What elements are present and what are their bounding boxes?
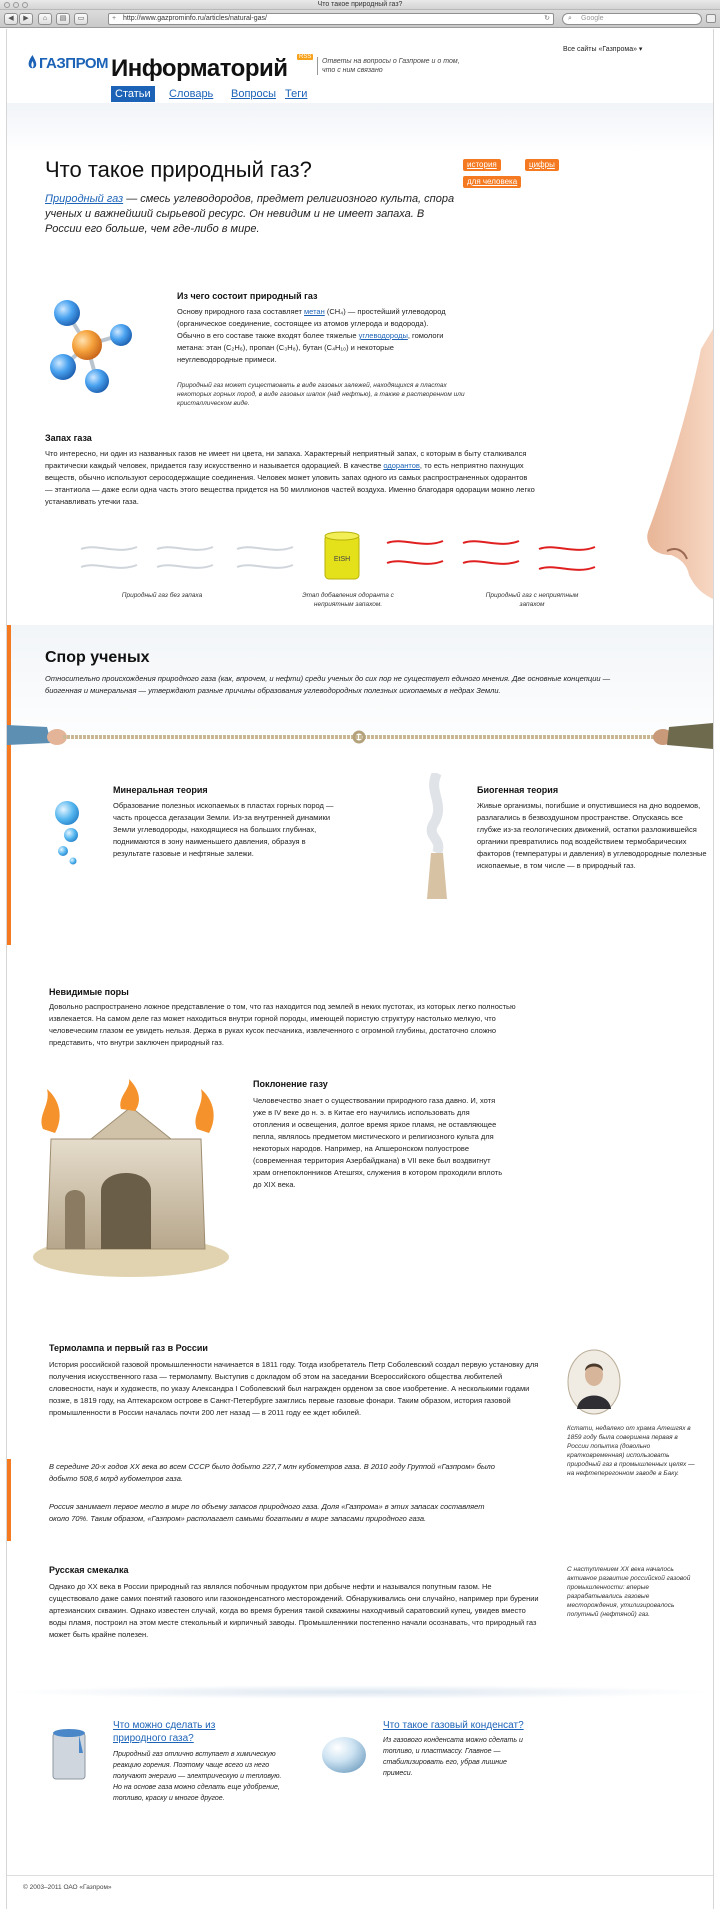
pores-heading: Невидимые поры <box>49 987 129 997</box>
gas-flow-line <box>157 565 213 568</box>
mineral-theory-heading: Минеральная теория <box>113 785 208 795</box>
methane-link[interactable]: метан <box>304 307 325 316</box>
odorants-link[interactable]: одорантов <box>383 461 420 470</box>
lead-text: — смесь углеводородов, предмет религиозного культа, спора ученых и важнейший сырьевой ресурс. Он невидим и не имеет запаха. В России его больше, чем где-либо в мире. <box>45 193 455 235</box>
nav-questions[interactable]: Вопросы <box>231 88 277 100</box>
book-icon: ▤ <box>59 15 67 22</box>
fact-production: В середине 20-х годов XX века во всем СССР было добыто 227,7 млн кубометров газа. В 2010 году Группой «Газпром» было добыто 508,6 млрд кубометров газа. <box>49 1462 495 1483</box>
nav-dictionary[interactable]: Словарь <box>169 88 214 100</box>
left-sleeve <box>7 725 51 745</box>
bookmarks-button[interactable] <box>56 13 70 25</box>
smell-text <box>45 448 535 508</box>
gas-flow-line <box>81 565 137 568</box>
paint-can-illustration <box>49 1723 89 1783</box>
caption-odorless: Природный газ без запаха <box>121 592 203 599</box>
pores-text: Довольно распространено ложное представление о том, что газ находится под землей в неких пустотах, из которых легко полностью извлекается. На самом деле газ может находиться внутри горной породы, имеющей пористую структуру настолько мелкую, что человеческим глазом ее увидеть нельзя. Держа в руках кусок песчаника, извлеченного с огромной глубины, достаточно сложно представить, что внутри заключен природный газ. <box>49 1002 516 1047</box>
fact-reserves: Россия занимает первое место в мире по объему запасов природного газа. Доля «Газпрома» в этих запасах составляет около 70%. Таким образом, «Газпром» располагает самыми богатыми в мире запасами природного газа. <box>49 1502 485 1523</box>
odorized-flow-line <box>463 561 519 564</box>
caption-odorized: Природный газ с неприятным запахом <box>485 592 579 608</box>
zoom-window-icon[interactable] <box>22 2 28 8</box>
article-lead <box>45 192 457 237</box>
industry-side-note: С наступлением XX века началось активное развитие российской газовой промышленности: вперые разрабатывались газовые месторождения, утилизировалось попутный (нефтяной) газ. <box>567 1566 691 1618</box>
flame-icon <box>27 55 38 70</box>
composition-note: Природный газ может существовать в виде газовых залежей, находящихся в пластах некоторых горных пород, в виде газовых шапок (над нефтью), а также в растворенном или кристаллическом виде. <box>177 382 465 407</box>
page-icon: ▭ <box>77 15 85 22</box>
composition-text-2: (CH₄) — простейший углеводород (органическое соединение, состоящее из атомов углерода и водорода). Обычно в его составе также входят более тяжелые <box>177 307 446 340</box>
flame-icon <box>195 1089 213 1133</box>
all-sites-menu[interactable]: Все сайты «Газпрома» ▾ <box>563 46 643 53</box>
facts-accent-bar <box>7 1459 11 1541</box>
odorized-flow-line <box>387 541 443 544</box>
related-link-condensate[interactable]: Что такое газовый конденсат? <box>383 1720 524 1731</box>
copyright: © 2003–2011 ОАО «Газпром» <box>23 1884 112 1891</box>
nav-tags[interactable]: Теги <box>285 88 308 100</box>
search-icon: ⌕ <box>568 15 572 22</box>
biogenic-theory-text: Живые организмы, погибшие и опустившиеся на дно водоемов, разлагались в безвоздушном пространстве. Опускаясь все глубже из-за геологических движений, остатки разложившейся органики превратились под воздействием термобарических факторов (температуры и давления) в углеводородные полезные ископаемые, в том числе — в природный газ. <box>477 801 707 870</box>
home-icon: ⌂ <box>42 15 48 22</box>
right-sleeve <box>667 723 713 749</box>
section-accent-bar <box>7 625 11 945</box>
gas-flow-line <box>157 547 213 550</box>
tag-for-people[interactable]: для человека <box>463 176 521 188</box>
smell-text-2: , то есть неприятно пахнущих веществ, обычно используют серосодержащие соединения. Человек может уловить запах одного из самых распространенных одорантов — этантиола — даже если одна часть этого вещества придется на 50 миллионов частей воздуха. Именно благодаря одорации можно легко устанавливать утечки газа. <box>45 461 535 506</box>
back-button[interactable] <box>4 13 18 25</box>
condensate-drop <box>322 1737 366 1773</box>
footer-divider <box>7 1875 713 1876</box>
minimize-window-icon[interactable] <box>13 2 19 8</box>
dispute-intro: Относительно происхождения природного газа (как, впрочем, и нефти) среди ученых до сих пор не существует единого мнения. Две основные концепции — биогенная и минеральная — утверждают разные причины образования углеводородных полезных ископаемых в недрах Земли. <box>45 674 611 695</box>
odorization-diagram <box>77 529 637 589</box>
thermolamp-text: История российской газовой промышленности начинается в 1811 году. Тогда изобретатель Петр Соболевский создал первую установку для получения искусственного газа — термолампу. Выступив с докладом об этом на заседании Всероссийского общества любителей словесности, наук и художеств, по указу Александра I Соболевский был награжден орденом за свое изобретение. А несколькими годами позже, в 1819 году, на Аптекарском острове в Санкт-Петербурге зажглись первые газовые фонари. Таким образом, история газовой промышленности в России началась почти 200 лет назад — в 2011 году ее ждет юбилей. <box>49 1360 539 1417</box>
caption-odorant: Этап добавления одоранта с неприятным запахом. <box>302 592 394 608</box>
paint-can <box>53 1733 85 1779</box>
biogenic-fossil-illustration <box>417 773 457 903</box>
related-text-products: Природный газ отлично вступает в химическую реакцию горения. Поэтому чаще всего из него получают энергию — электрическую и тепловую. Но на основе газа можно сделать еще удобрение, топливо, краску и многое другое. <box>113 1751 282 1802</box>
natural-gas-link[interactable]: Природный газ <box>45 193 124 205</box>
back-arrow-icon: ◀ <box>8 15 14 22</box>
gas-flow-line <box>81 547 137 550</box>
temple-roof <box>91 1107 171 1139</box>
smell-text-1: Что интересно, ни один из названных газов не имеет ни цвета, ни запаха. Характерный неприятный запах, с которым в быту сталкивался практически каждый человек, придается газу искусственно и называется одорацией. В качестве <box>45 449 527 470</box>
gazprom-logo[interactable] <box>27 55 108 75</box>
portrait-sobolevsky <box>567 1349 621 1415</box>
flame-icon <box>120 1079 139 1111</box>
tag-history[interactable]: история <box>463 159 501 171</box>
reload-icon[interactable]: ↻ <box>544 15 550 22</box>
thermolamp-heading: Термолампа и первый газ в России <box>49 1343 208 1353</box>
address-bar[interactable] <box>108 13 554 25</box>
nav-articles[interactable]: Статьи <box>111 86 155 102</box>
temple-arch <box>101 1173 151 1249</box>
odorized-flow-line <box>539 567 595 570</box>
side-arch <box>65 1190 85 1249</box>
ateshgah-side-note: Кстати, недалеко от храма Атешгях в 1859 году была совершена первая в России попытка (довольно кратковременная) использовать природный газ в промышленных целях — на нефтеперегонном заводе в Баку. <box>567 1425 695 1477</box>
tug-of-war-rope-illustration <box>7 715 713 755</box>
odorized-flow-line <box>387 561 443 564</box>
close-window-icon[interactable] <box>4 2 10 8</box>
gas-flow-line <box>237 565 293 568</box>
home-button[interactable] <box>38 13 52 25</box>
composition-text-1: Основу природного газа составляет <box>177 307 302 316</box>
web-page <box>6 29 714 1909</box>
window-titlebar <box>0 0 720 10</box>
condensate-drop-illustration <box>319 1729 369 1779</box>
forward-button[interactable] <box>19 13 33 25</box>
site-tagline: Ответы на вопросы о Газпроме и о том, что с ним связано <box>317 57 467 75</box>
browser-toolbar <box>0 10 720 28</box>
worship-heading: Поклонение газу <box>253 1079 328 1089</box>
related-divider <box>7 1685 713 1699</box>
paint-surface <box>53 1729 85 1737</box>
page-title: Что такое природный газ? <box>45 157 312 182</box>
site-title[interactable]: Информаторий <box>111 55 288 82</box>
composition-text-3: , гомологи метана: этан (C₂H₆), пропан (C₃H₈), бутан (C₄H₁₀) и некоторые неуглеводородные примеси. <box>177 331 444 364</box>
flame-icon <box>41 1089 59 1133</box>
composition-text <box>177 306 457 366</box>
fossil-trunk <box>427 853 447 899</box>
ingenuity-text: Однако до XX века в России природный газ являлся побочным продуктом при добыче нефти и назывался попутным газом. Не существовало даже самих понятий газового или газоконденсатного месторождений. Обнаруживались они случайно, например при бурении артезианских скважин. Однако известен случай, когда во время бурения такой скважины находчивый саратовский купец, увидев вместо воды пламя, построил на этом месте стекольный и кирпичный заводы. Промышленники постепенно начали осознавать, что природный газ может быть крайне полезен. <box>49 1582 539 1639</box>
ingenuity-heading: Русская смекалка <box>49 1565 129 1575</box>
ateshgah-temple-illustration <box>21 1079 231 1279</box>
worship-text: Человечество знает о существовании природного газа давно. И, хотя уже в IV веке до н. э. в Китае его научились использовать для отопления и освещения, долгое время яркое пламя, не оставляющее пепла, являлось предметом мистического и религиозного культа для некоторых народов. Например, на Апшеронском полуострове (современная территория Азербайджана) в VII веке был воздвигнут храм огнепоклонников Атешгях, служения в котором проходили вплоть до XIX века. <box>253 1096 503 1189</box>
url-text: http://www.gazprominfo.ru/articles/natural-gas/ <box>123 15 267 22</box>
smell-heading: Запах газа <box>45 433 92 443</box>
odorized-flow-line <box>539 547 595 550</box>
page-button[interactable] <box>74 13 88 25</box>
gas-flow-line <box>237 547 293 550</box>
rss-badge[interactable]: RSS <box>299 54 312 60</box>
related-text-condensate: Из газового конденсата можно сделать и топливо, и пластмассу. Главное — стабилизировать его, убрав лишние примеси. <box>383 1737 523 1777</box>
gas-bubbles-illustration <box>49 799 89 869</box>
header-background <box>7 103 713 153</box>
search-placeholder: Google <box>581 15 604 22</box>
tag-figures[interactable]: цифры <box>525 159 559 171</box>
human-nose-illustration <box>641 329 713 599</box>
logo-text: ГАЗПРОМ <box>39 55 109 72</box>
related-link-products[interactable]: Что можно сделать из природного газа? <box>113 1720 216 1744</box>
methane-molecule-illustration <box>41 295 141 395</box>
hydrocarbons-link[interactable]: углеводороды <box>358 331 408 340</box>
composition-heading: Из чего состоит природный газ <box>177 291 318 301</box>
add-bookmark-icon[interactable]: + <box>112 15 117 22</box>
mineral-theory-text: Образование полезных ископаемых в пластах горных пород — часть процесса дегазации Земли. Из-за внутренней динамики Земли углеводороды, находящиеся на больших глубинах, поднимаются в зону наименьшего давления, образуя в результате газовые и нефтяные залежи. <box>113 801 334 858</box>
window-title: Что такое природный газ? <box>317 1 403 8</box>
forward-arrow-icon: ▶ <box>23 15 29 22</box>
odorized-flow-line <box>463 541 519 544</box>
search-input[interactable] <box>562 13 702 25</box>
biogenic-theory-heading: Биогенная теория <box>477 785 559 795</box>
dispute-heading: Спор ученых <box>45 649 150 666</box>
toolbar-toggle-button[interactable] <box>706 14 716 23</box>
barrel-label: EtSH <box>333 556 351 563</box>
